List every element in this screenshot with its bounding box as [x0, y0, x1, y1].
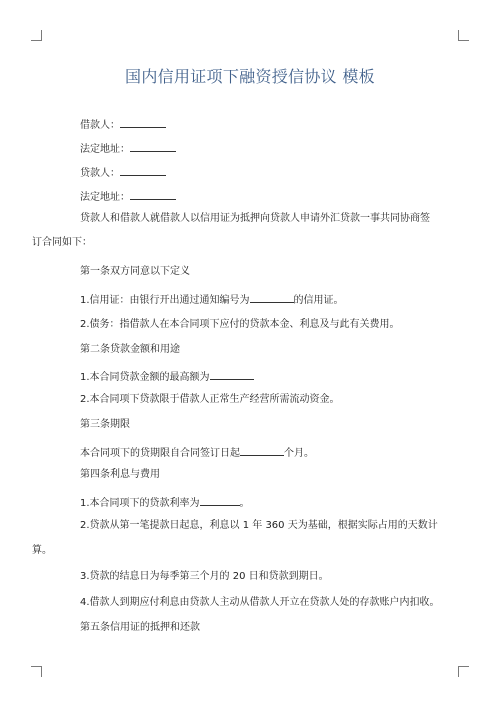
term-months-blank: [240, 444, 284, 456]
borrower-address-blank: [130, 140, 176, 152]
lender-blank: [120, 164, 166, 176]
article1-item2: 2.债务：指借款人在本合同项下应付的贷款本金、利息及与此有关费用。: [80, 319, 400, 330]
crop-mark-bottom-left: [31, 666, 42, 677]
article3-text: 本合同项下的贷期限自合同签订日起 个月。: [80, 444, 314, 461]
article4-heading: 第四条利息与费用: [80, 469, 160, 480]
crop-mark-top-right: [458, 30, 469, 41]
article3-heading: 第三条期限: [80, 419, 130, 430]
article1-item1: 1.信用证：由银行开出通过通知编号为 的信用证。: [80, 291, 344, 308]
crop-mark-top-left: [31, 30, 42, 41]
borrower-blank: [120, 116, 166, 128]
article5-heading: 第五条信用证的抵押和还款: [80, 622, 200, 633]
article4-item2: 2.贷款从第一笔提款日起息，利息以 1 年 360 天为基础，根据实际占用的天数计 算。: [32, 520, 438, 556]
document-title: 国内信用证项下融资授信协议 模板: [125, 67, 375, 86]
borrower-address-line: 法定地址：: [80, 140, 176, 157]
borrower-line: 借款人：: [80, 116, 166, 133]
article4-item4: 4.借款人到期应付利息由贷款人主动从借款人开立在贷款人处的存款账户内扣收。: [80, 597, 440, 608]
lender-address-blank: [130, 188, 176, 200]
article4-item3: 3.贷款的结息日为每季第三个月的 20 日和贷款到期日。: [80, 571, 329, 582]
article2-heading: 第二条贷款金额和用途: [80, 344, 180, 355]
intro-paragraph: 贷款人和借款人就借款人以信用证为抵押向贷款人申请外汇贷款一事共同协商签 订合同如下：: [32, 213, 430, 248]
max-amount-blank: [210, 368, 254, 380]
interest-rate-blank: [200, 494, 240, 506]
lc-number-blank: [250, 291, 294, 303]
article1-heading: 第一条双方同意以下定义: [80, 266, 190, 277]
article4-item1: 1.本合同项下的贷款利率为 。: [80, 494, 250, 511]
lender-line: 贷款人：: [80, 164, 166, 181]
crop-mark-bottom-right: [458, 666, 469, 677]
lender-address-line: 法定地址：: [80, 188, 176, 205]
article2-item1: 1.本合同贷款金额的最高额为: [80, 368, 254, 385]
article2-item2: 2.本合同项下贷款限于借款人正常生产经营所需流动资金。: [80, 394, 340, 405]
